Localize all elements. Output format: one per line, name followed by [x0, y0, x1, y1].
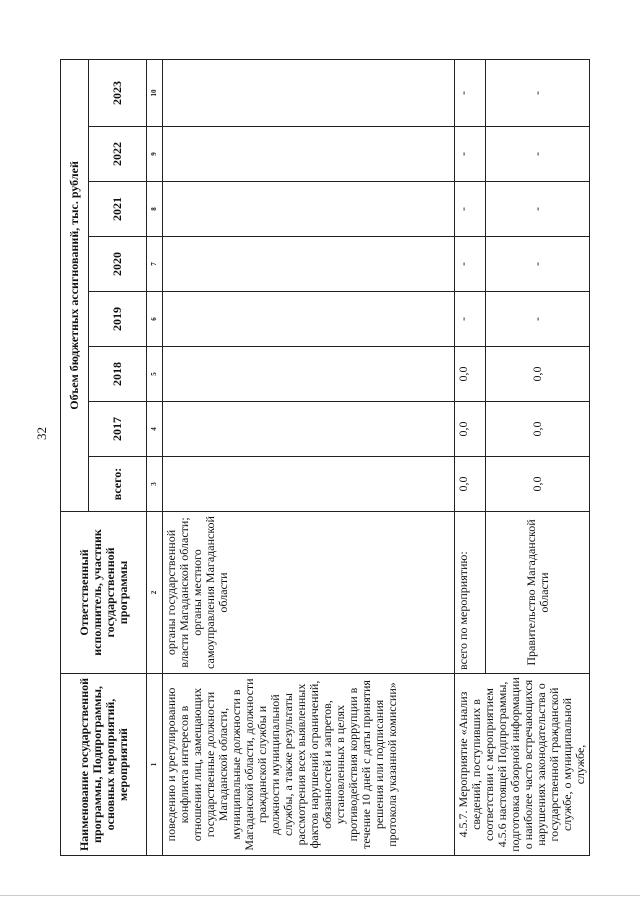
header-total: всего: — [89, 457, 147, 512]
row-value: - — [455, 292, 486, 347]
column-number: 9 — [147, 127, 163, 182]
row-executor: органы государственной власти Магаданской области; органы местного самоуправления Магаданской области — [163, 512, 455, 674]
column-number: 3 — [147, 457, 163, 512]
row-value: - — [455, 182, 486, 237]
table-row — [163, 59, 455, 855]
column-number: 7 — [147, 237, 163, 292]
row-value — [163, 347, 455, 402]
row-value: - — [486, 127, 590, 182]
row-value — [163, 402, 455, 457]
column-number: 1 — [147, 674, 163, 856]
header-executor: Ответственный исполнитель, участник государственной программы — [61, 512, 147, 674]
row-name: поведению и урегулированию конфликта интересов в отношении лиц, замещающих государственные должности Магаданской области, муниципальные должности в Магаданской области, должности гражданской службы и должности муниципальной службы, а также результаты рассмотрения всех выявленных фактов нарушений ограничений, обязанностей и запретов, установленных в целях противодействия коррупции в течение 10 дней с даты принятия решения или подписания протокола указанной комиссии» — [163, 674, 455, 856]
row-value: 0,0 — [455, 457, 486, 512]
page-divider — [0, 895, 640, 896]
row-name: 4.5.7. Мероприятие «Анализ сведений, поступивших в соответствии с мероприятием 4.5.6 настоящей Подпрограммы, подготовка обзорной информации о наиболее часто встречающихся нарушениях законодательства о государственной гражданской службе, о муниципальной службе, — [455, 674, 590, 856]
row-value — [163, 127, 455, 182]
row-value: 0,0 — [486, 402, 590, 457]
column-number: 10 — [147, 59, 163, 126]
header-year: 2023 — [89, 59, 147, 126]
header-year: 2017 — [89, 402, 147, 457]
row-value: - — [486, 59, 590, 126]
row-executor: Правительство Магаданской области — [486, 512, 590, 674]
row-value — [163, 292, 455, 347]
row-value: - — [455, 127, 486, 182]
row-value: 0,0 — [486, 347, 590, 402]
row-value: 0,0 — [455, 347, 486, 402]
header-year: 2019 — [89, 292, 147, 347]
header-year: 2022 — [89, 127, 147, 182]
row-value: 0,0 — [486, 457, 590, 512]
page-number: 32 — [34, 427, 49, 440]
row-value: - — [455, 237, 486, 292]
row-value — [163, 182, 455, 237]
column-number: 6 — [147, 292, 163, 347]
column-number: 4 — [147, 402, 163, 457]
row-value: - — [486, 237, 590, 292]
row-value: - — [486, 292, 590, 347]
row-executor-total: всего по мероприятию: — [455, 512, 486, 674]
row-value: 0,0 — [455, 402, 486, 457]
rotated-page — [60, 60, 600, 856]
header-year: 2018 — [89, 347, 147, 402]
budget-table — [60, 59, 590, 856]
row-value — [163, 59, 455, 126]
row-value: - — [486, 182, 590, 237]
column-number: 8 — [147, 182, 163, 237]
header-budget: Объем бюджетных ассигнований, тыс. рублей — [61, 59, 89, 511]
header-year: 2021 — [89, 182, 147, 237]
row-value: - — [455, 59, 486, 126]
header-year: 2020 — [89, 237, 147, 292]
table-row — [455, 59, 486, 855]
row-value — [163, 457, 455, 512]
column-number: 5 — [147, 347, 163, 402]
header-name: Наименование государственной программы, Подпрограммы, основных мероприятий, мероприятий — [61, 674, 147, 856]
row-value — [163, 237, 455, 292]
column-number: 2 — [147, 512, 163, 674]
